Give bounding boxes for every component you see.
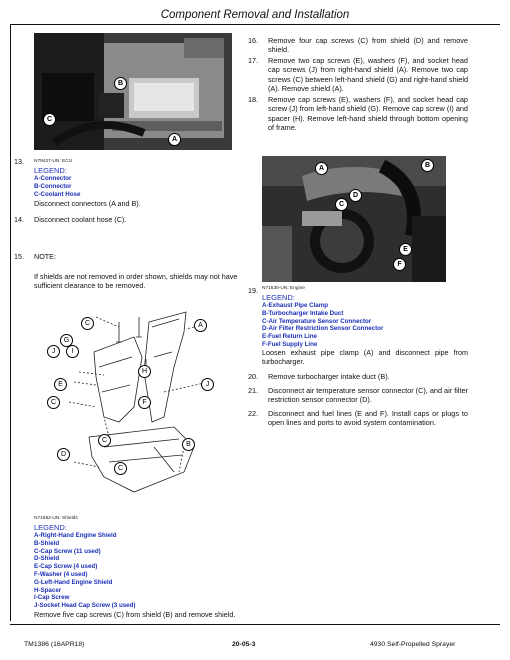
callout-d: D [349, 189, 362, 202]
legend-item: F-Fuel Supply Line [262, 340, 318, 348]
shields-caption: N71682-UN: Shields [34, 516, 78, 521]
legend-item: E-Fuel Return Line [262, 333, 318, 341]
legend-item: G-Left-Hand Engine Shield [34, 578, 113, 586]
callout-g: G [60, 334, 73, 347]
step-number: 22. [248, 409, 259, 418]
ecu-legend [34, 175, 80, 198]
legend-item: B-Shield [34, 539, 60, 547]
footer-left: TM1386 (16APR18) [24, 641, 85, 648]
step-22 [248, 409, 468, 429]
engine-legend-title: LEGEND: [262, 293, 295, 302]
step-15-number: 15. [14, 252, 24, 261]
legend-item: A-Connector [34, 175, 72, 182]
step-text: Remove two cap screws (E), washers (F), and socket head cap screws (J) from right-hand shield (A). Remove two cap screws (C) between left-hand shield (G) and right-hand shield (A). Remove shield (A). [268, 56, 468, 93]
step-number: 16. [248, 36, 259, 45]
step-17 [248, 56, 468, 94]
legend-item: B-Connector [34, 182, 72, 190]
footer-right: 4930 Self-Propelled Sprayer [370, 641, 456, 648]
legend-item: B-Turbocharger Intake Duct [262, 309, 344, 317]
legend-item: C-Coolant Hose [34, 190, 81, 198]
step-text: Remove cap screws (E), washers (F), and socket head cap screw (J) from left-hand shield (G). Remove cap screw (I) and spacer (H). Remove left-hand shield through bottom opening of frame. [268, 95, 468, 132]
engine-caption: N71630-UN: Engine [262, 286, 305, 291]
callout-f: F [138, 396, 151, 409]
left-margin-rule [10, 24, 11, 621]
step-number: 18. [248, 95, 259, 104]
ecu-photo [34, 33, 232, 150]
legend-item: E-Cap Screw (4 used) [34, 563, 98, 571]
callout-i: I [66, 345, 79, 358]
step-21 [248, 386, 468, 406]
header-rule [10, 24, 500, 25]
callout-f: F [393, 258, 406, 271]
ecu-photo-illustration [34, 33, 232, 150]
legend-item: C-Cap Screw (11 used) [34, 547, 101, 555]
callout-j: J [201, 378, 214, 391]
engine-photo [262, 156, 446, 282]
footer-rule [10, 624, 500, 625]
callout-b: B [421, 159, 434, 172]
legend-item: J-Socket Head Cap Screw (3 used) [34, 602, 136, 610]
engine-photo-illustration [262, 156, 446, 282]
legend-item: H-Spacer [34, 586, 62, 594]
callout-a: A [168, 133, 181, 146]
step-number: 21. [248, 386, 259, 395]
legend-item: D-Air Filter Restriction Sensor Connector [262, 325, 384, 333]
callout-c: C [114, 462, 127, 475]
callout-j: J [47, 345, 60, 358]
legend-item: A-Exhaust Pipe Clamp [262, 302, 329, 309]
step-14-number: 14. [14, 215, 24, 224]
legend-item: A-Right-Hand Engine Shield [34, 532, 117, 539]
legend-item: I-Cap Screw [34, 594, 70, 602]
legend-item: C-Air Temperature Sensor Connector [262, 317, 372, 325]
callout-c: C [43, 113, 56, 126]
note-text: If shields are not removed in order shown, shields may not have sufficient clearance to be removed. [34, 272, 238, 291]
legend-item: F-Washer (4 used) [34, 570, 88, 578]
step-13-text: Disconnect connectors (A and B). [34, 199, 141, 208]
step-text: Remove four cap screws (C) from shield (D) and remove shield. [268, 36, 468, 55]
shields-legend [34, 532, 135, 610]
step-19-number: 19. [248, 286, 258, 295]
step-19-text: Loosen exhaust pipe clamp (A) and disconnect pipe from turbocharger. [262, 348, 468, 367]
callout-a: A [194, 319, 207, 332]
step-20 [248, 372, 468, 382]
callout-b: B [182, 438, 195, 451]
callout-c: C [47, 396, 60, 409]
step-text: Remove turbocharger intake duct (B). [268, 372, 390, 381]
legend-item: D-Shield [34, 555, 60, 563]
shields-drawing [34, 297, 224, 512]
callout-c: C [98, 434, 111, 447]
step-number: 17. [248, 56, 259, 65]
shields-instruction: Remove five cap screws (C) from shield (B) and remove shield. [34, 610, 236, 619]
callout-d: D [57, 448, 70, 461]
callout-c: C [335, 198, 348, 211]
engine-legend [262, 302, 383, 349]
footer-page-number: 20-05-3 [232, 641, 256, 648]
callout-b: B [114, 77, 127, 90]
step-text: Disconnect and fuel lines (E and F). Install caps or plugs to open lines and ports to avoid system contamination. [268, 409, 468, 428]
step-text: Disconnect air temperature sensor connector (C), and air filter restriction sensor connector (D). [268, 386, 468, 405]
note-label: NOTE: [34, 252, 56, 261]
callout-a: A [315, 162, 328, 175]
ecu-legend-title: LEGEND: [34, 166, 67, 175]
step-number: 20. [248, 372, 259, 381]
step-14-text: Disconnect coolant hose (C). [34, 215, 127, 224]
shields-legend-title: LEGEND: [34, 523, 67, 532]
callout-c: C [81, 317, 94, 330]
callout-e: E [399, 243, 412, 256]
callout-h: H [138, 365, 151, 378]
callout-e: E [54, 378, 67, 391]
step-16 [248, 36, 468, 56]
step-18 [248, 95, 468, 135]
step-13-number: 13. [14, 157, 24, 166]
page-title: Component Removal and Installation [160, 9, 350, 21]
ecu-caption: N79427-UN: ECU [34, 159, 73, 164]
